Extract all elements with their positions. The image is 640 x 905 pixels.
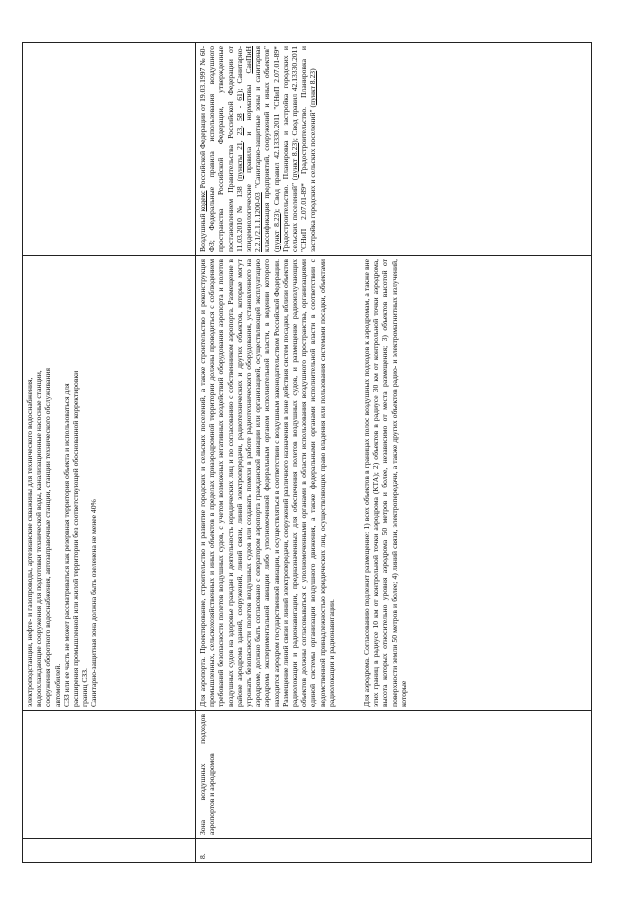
legal-reference-link[interactable]: СанПиН 2.2.1/2.1.1.1200-03 [244, 46, 263, 252]
legal-reference-link[interactable]: кодекс [198, 190, 207, 212]
legal-basis [196, 43, 592, 256]
legal-basis-cell [23, 43, 196, 256]
legal-reference-link[interactable]: пункт 8.23 [308, 70, 318, 105]
legal-reference-link[interactable]: 23 [234, 127, 244, 136]
legal-basis-text: ); Санитарно-эпидемиологические правила и нормативы [234, 45, 254, 252]
legal-reference-link[interactable]: пункты 21 [234, 142, 244, 179]
requirement-line: Санитарно-защитная зона должна быть озеленена не менее 40% [89, 499, 99, 707]
table-row [23, 43, 196, 863]
legal-reference-link[interactable]: 61 [234, 93, 244, 101]
legal-basis-text: ); Свод правил 42.13330.2011 "СНиП 2.07.01-89* Градостроительство. Планировка и застройка городских и сельских поселений" ( [290, 46, 318, 252]
requirements-aerodromes: Для аэродрома. Согласованию подлежит размещение: 1) всех объектов в границах полос воздушных подходов к аэродромам, а также вне этих границ в радиусе 10 км от контрольной точки аэродрома (КТА); 2) объектов в радиусе 30 км от контрольной точки аэродрома, высота которых относительно уровня аэродрома 50 метров и более, независимо от места размещения; 3) объектов высотой от поверхности земли 50 метров и более; 4) линий связи, электропередачи, а также других объектов радио- и электромагнитных излучений, которые [362, 259, 408, 707]
legal-basis-text: ); Свод правил 42.13330.2011 "СНиП 2.07.01-89* Градостроительство. Планировка и застройка городских и сельских поселений" ( [271, 46, 300, 252]
row-number: 8. [196, 839, 592, 863]
requirements-cell [196, 256, 592, 711]
row-number-cell [23, 839, 196, 863]
requirement-line: СЗЗ или ее часть не может рассматриваться как резервная территория объекта и использоваться для [61, 383, 71, 707]
legal-reference-link[interactable]: 58 [234, 113, 244, 121]
legal-basis-text: , [234, 135, 244, 143]
legal-basis-text: ) [308, 68, 318, 71]
requirement-line: сооружения оборотного водоснабжения, автозаправочные станции, станции технического обслуживания [43, 368, 53, 707]
legal-basis-text: , [234, 120, 244, 128]
requirement-line: водоохлаждающие сооружения для подготовки технической воды, канализационные насосные станции, [34, 370, 44, 707]
requirement-line: автомобилей. [52, 663, 62, 707]
legal-reference-link[interactable]: пункт 8.23 [290, 142, 300, 178]
legal-basis-text: "Санитарно-защитные зоны и санитарная классификация предприятий, сооружений и иных объектов" ( [253, 46, 281, 252]
requirement-line: расширения промышленной или жилой территории без соответствующей обоснованной корректировки [71, 370, 81, 707]
requirements-cell [23, 256, 196, 711]
requirement-line: границ СЗЗ. [80, 668, 90, 707]
legal-reference-link[interactable]: пункт 8.23 [271, 213, 281, 250]
legal-basis-text: - [234, 100, 244, 114]
legal-basis-text: Российской Федерации от 19.03.1997 № 60-ФЗ; Федеральные правила использования воздушного пространства Российской Федерации, утвержденные постановлением Правительства Российской Федерации от 11.03.2010 № 138 ( [198, 46, 244, 252]
zone-name: Зона воздушных подходов аэропортов и аэродромов [196, 711, 592, 839]
requirements-airports: Для аэропорта. Проектирование, строительство и развитие городских и сельских поселений, а также строительство и реконструкция промышленных, сельскохозяйственных и иных объектов в пределах приаэродромной территории должны проводиться с соблюдением требований безопасности полетов воздушных судов, с учетом возможных негативных воздействий оборудования аэропорта и полетов воздушных судов на здоровье граждан и деятельность юридических лиц и по согласованию с собственником аэропорта. Размещение в районе аэродрома зданий, сооружений, линий связи, линий электропередачи, радиотехнических и других объектов, которые могут угрожать безопасности полетов воздушных судов или создавать помехи в работе радиотехнического оборудования, установленного на аэродроме, должно быть согласовано с оператором аэропорта гражданской авиации или организацией, осуществляющей эксплуатацию аэродрома экспериментальной авиации либо уполномоченной федеральным органом исполнительной власти, в ведении которого находится аэродром государственной авиации, и осуществляться в соответствии с воздушным законодательством Российской Федерации. Размещение линий связи и линий электропередачи, сооружений различного назначения в зоне действия систем посадки, вблизи объектов радиолокации и радионавигации, предназначенных для обеспечения полетов воздушных судов, и размещение радиоизлучающих объектов должны согласовываться с уполномоченными органами в области использования воздушного пространства, организациями единой системы организации воздушного движения, а также федеральными органами исполнительной власти в соответствии с ведомственной принадлежностью юридических лиц, осуществляющих право владения или пользования системами посадки, объектами радиолокации и радионавигации. [198, 259, 336, 707]
table-row [196, 43, 592, 863]
zone-name-cell [23, 711, 196, 839]
legal-basis-text: Воздушный [198, 211, 207, 252]
requirement-line: электроподстанции, нефте- и газопроводы, артезианские скважины для технического водоснабжения, [25, 377, 34, 707]
regulation-table [22, 42, 592, 863]
